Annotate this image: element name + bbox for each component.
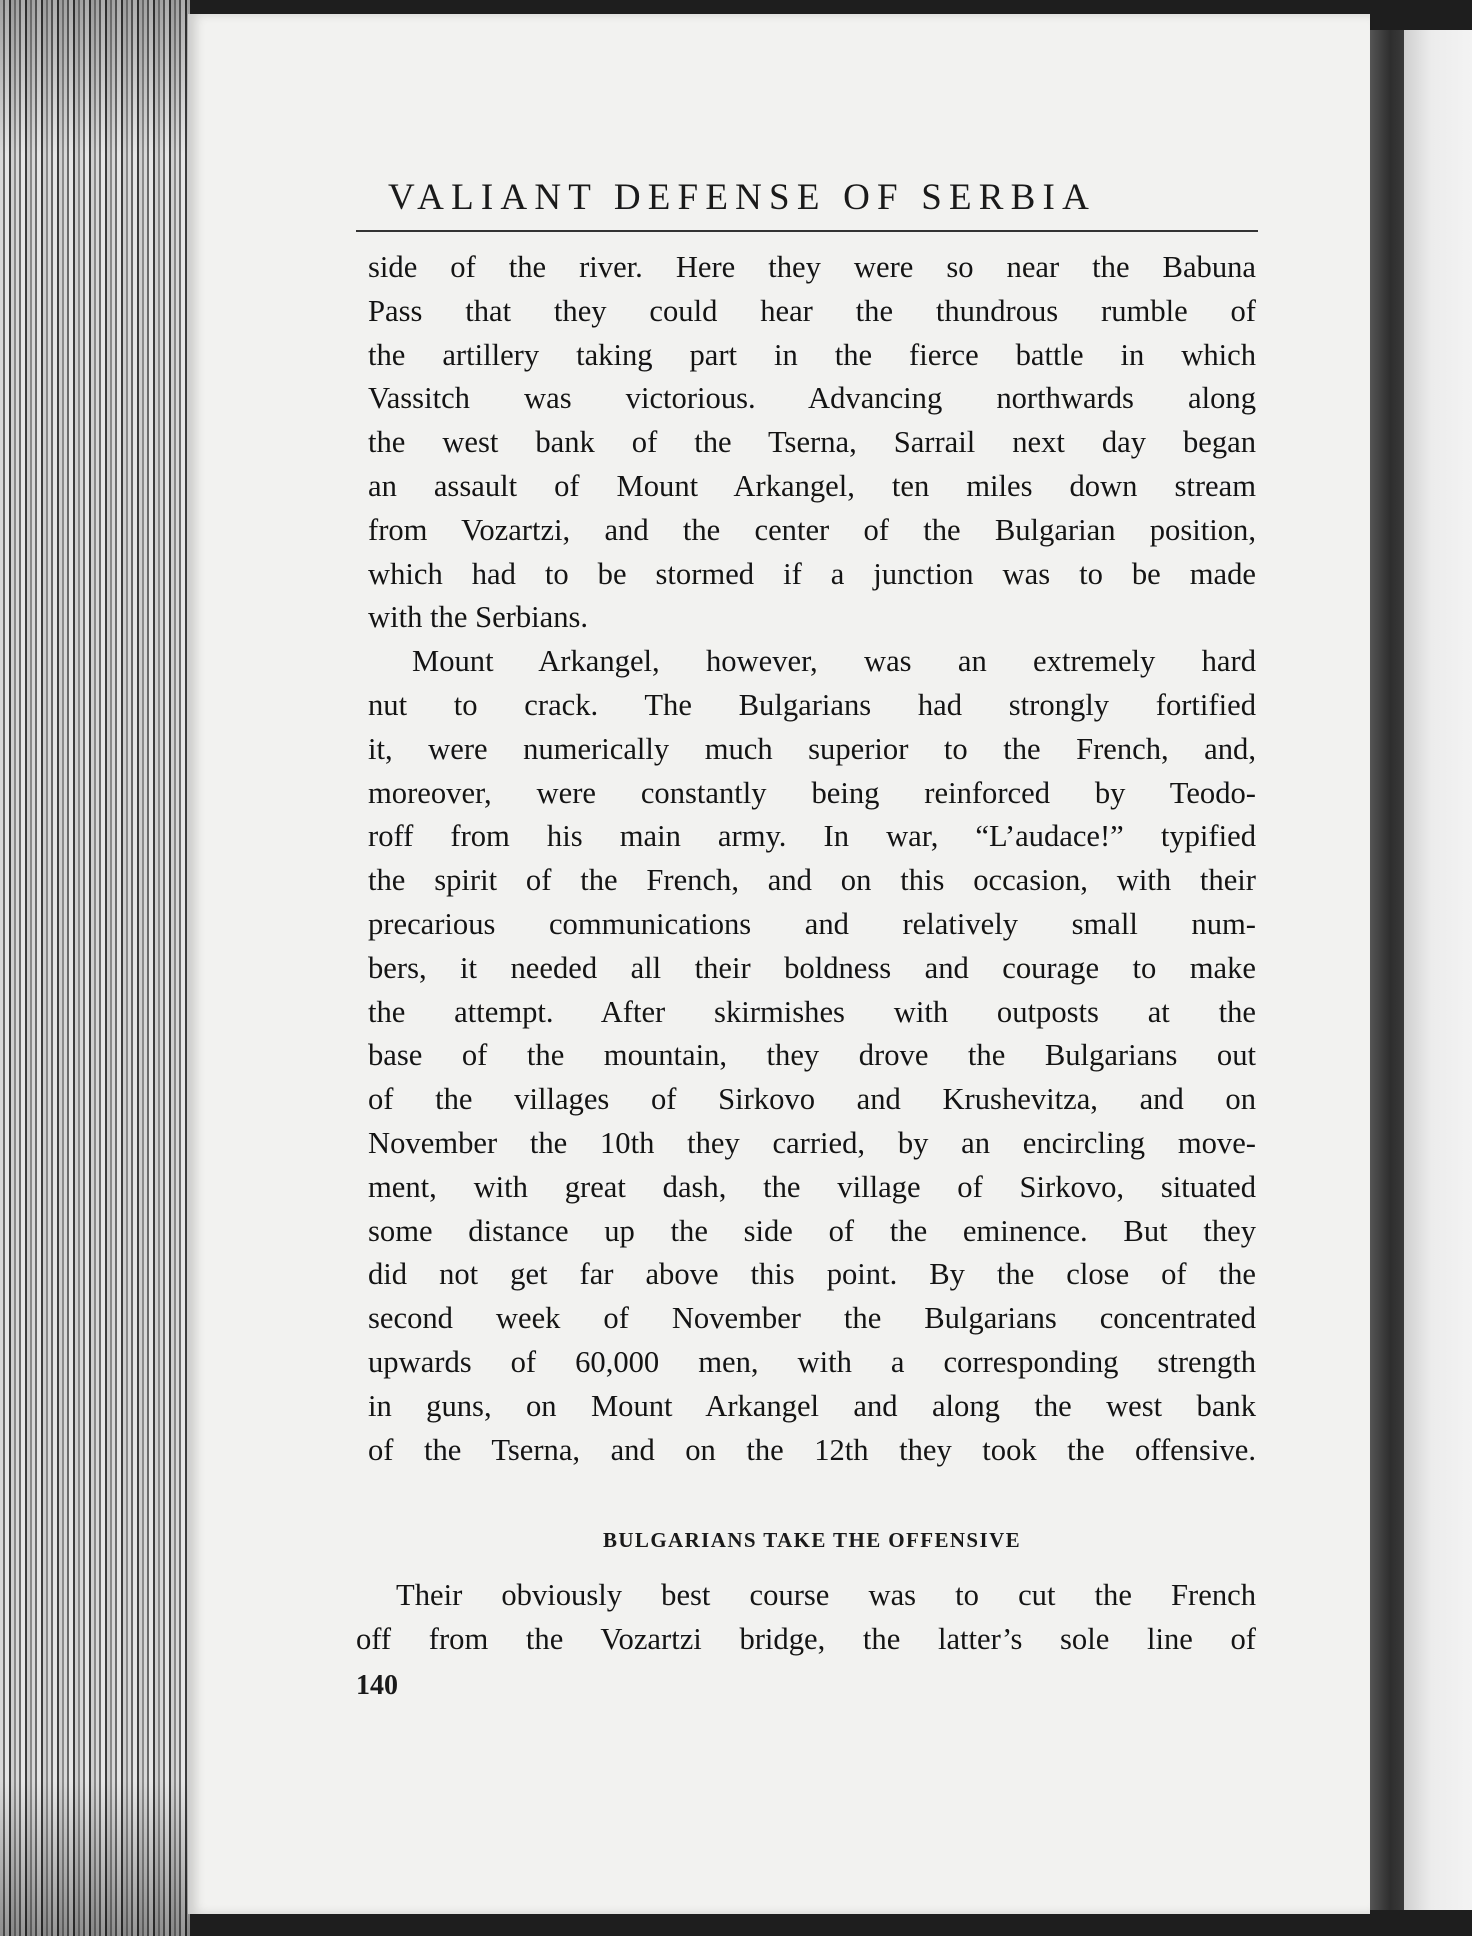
text-line: moreover, were constantly being reinforced by Teodo- [368, 775, 1256, 810]
text-line: the artillery taking part in the fierce battle in which [368, 337, 1256, 372]
text-line: did not get far above this point. By the close of the [368, 1257, 1256, 1292]
text-line: the spirit of the French, and on this occasion, with their [368, 863, 1256, 898]
text-line: side of the river. Here they were so near the Babuna [368, 250, 1256, 284]
text-line: ment, with great dash, the village of Sirkovo, situated [368, 1169, 1256, 1204]
text-line: Vassitch was victorious. Advancing northwards along [368, 381, 1256, 416]
text-line: an assault of Mount Arkangel, ten miles down stream [368, 468, 1256, 503]
text-line: of the villages of Sirkovo and Krushevitza, and on [368, 1082, 1256, 1117]
text-line: the attempt. After skirmishes with outposts at the [368, 994, 1256, 1029]
text-line: of the Tserna, and on the 12th they took the offensive. [368, 1432, 1256, 1467]
text-line: from Vozartzi, and the center of the Bulgarian position, [368, 512, 1256, 547]
text-line: precarious communications and relatively small num- [368, 906, 1256, 941]
text-line: Pass that they could hear the thundrous rumble of [368, 293, 1256, 328]
facing-page-edge [1404, 30, 1472, 1910]
text-line: nut to crack. The Bulgarians had strongly fortified [368, 687, 1256, 722]
text-line: some distance up the side of the eminence. But they [368, 1213, 1256, 1248]
text-line: second week of November the Bulgarians concentrated [368, 1301, 1256, 1336]
text-line: it, were numerically much superior to the French, and, [368, 731, 1256, 766]
page-number: 140 [356, 1670, 398, 1701]
text-line: base of the mountain, they drove the Bulgarians out [368, 1038, 1256, 1073]
text-line: which had to be stormed if a junction was to be made [368, 556, 1256, 591]
text-line: roff from his main army. In war, “L’audace!” typified [368, 819, 1256, 854]
text-line: Their obviously best course was to cut the French [396, 1578, 1256, 1612]
text-line: off from the Vozartzi bridge, the latter’s sole line of [356, 1621, 1256, 1656]
book-gutter [1370, 30, 1404, 1910]
text-line: upwards of 60,000 men, with a corresponding strength [368, 1344, 1256, 1379]
text-line: Mount Arkangel, however, was an extremely hard [412, 644, 1256, 679]
body-text-continued [356, 1574, 1256, 1662]
body-text [368, 246, 1256, 1472]
text-line: in guns, on Mount Arkangel and along the west bank [368, 1388, 1256, 1423]
text-line: with the Serbians. [368, 600, 589, 635]
text-line: the west bank of the Tserna, Sarrail next day began [368, 425, 1256, 460]
running-head-rule [356, 230, 1258, 232]
text-line: November the 10th they carried, by an encircling move- [368, 1125, 1256, 1160]
running-head: VALIANT DEFENSE OF SERBIA [388, 177, 1096, 218]
text-line: bers, it needed all their boldness and courage to make [368, 950, 1256, 985]
book-page-edges [0, 0, 190, 1936]
section-subheading: BULGARIANS TAKE THE OFFENSIVE [602, 1528, 1022, 1552]
